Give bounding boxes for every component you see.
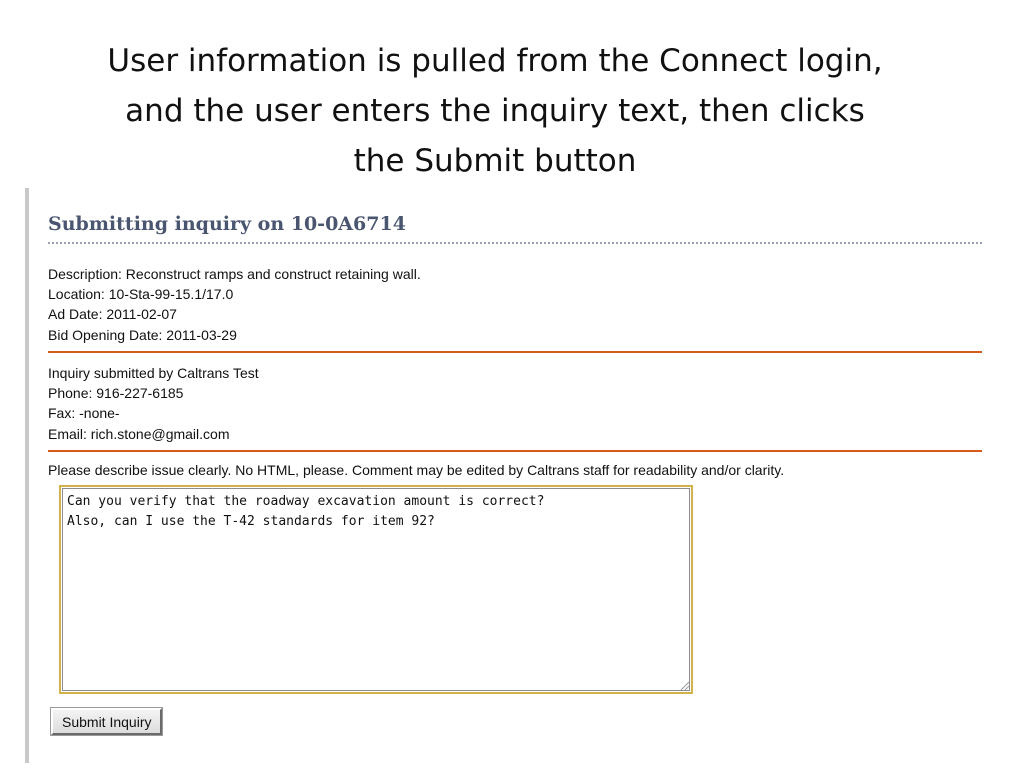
project-description: Description: Reconstruct ramps and construct retaining wall. bbox=[48, 266, 421, 282]
inquiry-textarea[interactable] bbox=[62, 488, 690, 691]
user-info bbox=[48, 363, 259, 444]
heading-divider bbox=[48, 242, 982, 244]
inquiry-instructions: Please describe issue clearly. No HTML, please. Comment may be edited by Caltrans staff for readability and/or clarity. bbox=[48, 462, 785, 478]
slide-title-line-3: the Submit button bbox=[353, 143, 637, 179]
slide-title-line-2: and the user enters the inquiry text, then clicks bbox=[125, 93, 865, 129]
slide-title bbox=[60, 36, 930, 186]
section-divider bbox=[48, 450, 982, 452]
user-fax: Fax: -none- bbox=[48, 405, 120, 422]
project-info bbox=[48, 264, 421, 345]
user-phone: Phone: 916-227-6185 bbox=[48, 385, 184, 402]
inquiry-textarea-focus-ring bbox=[59, 485, 693, 694]
project-ad-date: Ad Date: 2011-02-07 bbox=[48, 306, 177, 323]
user-email: Email: rich.stone@gmail.com bbox=[48, 425, 230, 442]
resize-grip-icon[interactable] bbox=[679, 680, 689, 690]
inquiry-form-screenshot bbox=[25, 188, 989, 763]
slide-title-line-1: User information is pulled from the Connect login, bbox=[107, 43, 883, 79]
project-location: Location: 10-Sta-99-15.1/17.0 bbox=[48, 286, 234, 303]
submitted-by: Inquiry submitted by Caltrans Test bbox=[48, 365, 259, 381]
page-title: Submitting inquiry on 10-0A6714 bbox=[48, 213, 406, 235]
section-divider bbox=[48, 351, 982, 353]
project-bid-opening-date: Bid Opening Date: 2011-03-29 bbox=[48, 326, 237, 343]
submit-inquiry-button[interactable]: Submit Inquiry bbox=[51, 708, 162, 735]
